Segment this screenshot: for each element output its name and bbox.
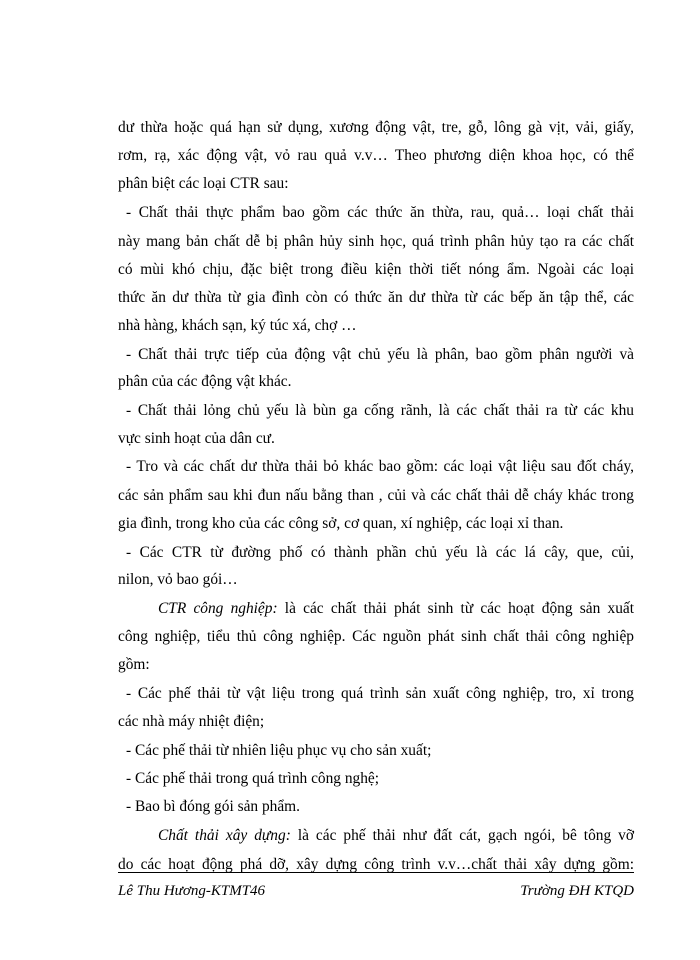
text-line — [118, 288, 634, 308]
line-text: có mùi khó chịu, đặc biệt trong điều kiện thời tiết nóng ẩm. Ngoài các loại — [118, 261, 634, 278]
section-lead: CTR công nghiệp: — [158, 600, 278, 617]
line-text: phân của các động vật khác. — [118, 373, 292, 390]
text-line — [126, 401, 634, 421]
line-text: này mang bản chất dễ bị phân hủy sinh học, quá trình phân hủy tạo ra các chất — [118, 233, 634, 250]
text-line — [118, 232, 634, 252]
line-text: - Chất thải lỏng chủ yếu là bùn ga cống rãnh, là các chất thải ra từ các khu — [126, 402, 634, 419]
line-text: do các hoạt động phá dỡ, xây dựng công trình v.v…chất thải xây dựng gồm: — [118, 856, 634, 873]
line-text: - Chất thải trực tiếp của động vật chủ yếu là phân, bao gồm phân người và — [126, 346, 634, 363]
text-line — [118, 316, 357, 336]
text-line — [118, 174, 289, 194]
line-text: gia đình, trong kho của các công sở, cơ quan, xí nghiệp, các loại xỉ than. — [118, 515, 564, 532]
line-text: là các phế thải như đất cát, gạch ngói, bê tông vỡ — [290, 827, 634, 844]
line-text: - Bao bì đóng gói sản phẩm. — [126, 798, 300, 815]
text-line — [118, 570, 238, 590]
footer-school: Trường ĐH KTQD — [520, 883, 634, 899]
line-text: thức ăn dư thừa từ gia đình còn có thức ăn dư thừa từ các bếp ăn tập thể, các — [118, 289, 634, 306]
text-line — [118, 118, 634, 138]
text-line — [118, 655, 150, 675]
line-text: là các chất thải phát sinh từ các hoạt động sản xuất — [277, 600, 635, 617]
line-text: - Các phế thải trong quá trình công nghệ; — [126, 770, 380, 787]
text-line — [118, 260, 634, 280]
line-text: các nhà máy nhiệt điện; — [118, 713, 265, 730]
text-line — [126, 684, 634, 704]
text-line — [126, 797, 300, 817]
text-line — [126, 457, 634, 477]
line-text: - Các CTR từ đường phố có thành phần chủ yếu là các lá cây, que, củi, — [126, 544, 634, 561]
line-text: dư thừa hoặc quá hạn sử dụng, xương động vật, tre, gỗ, lông gà vịt, vải, giấy, — [118, 119, 634, 136]
text-line — [126, 741, 431, 761]
line-text: công nghiệp, tiểu thủ công nghiệp. Các nguồn phát sinh chất thải công nghiệp — [118, 628, 634, 645]
line-text: - Chất thải thực phẩm bao gồm các thức ăn thừa, rau, quả… loại chất thải — [126, 204, 634, 221]
text-line — [126, 345, 634, 365]
section-lead: Chất thải xây dựng: — [158, 827, 291, 844]
text-line — [118, 486, 634, 506]
line-text: nhà hàng, khách sạn, ký túc xá, chợ … — [118, 317, 357, 334]
text-line — [118, 429, 275, 449]
line-text: các sản phẩm sau khi đun nấu bằng than , củi và các chất thải dễ cháy khác trong — [118, 487, 634, 504]
line-text: nilon, vỏ bao gói… — [118, 571, 238, 588]
text-line — [158, 599, 634, 619]
line-text: rơm, rạ, xác động vật, vỏ rau quả v.v… Theo phương diện khoa học, có thể — [118, 147, 634, 164]
text-line — [118, 712, 264, 732]
line-text: phân biệt các loại CTR sau: — [118, 175, 289, 192]
text-line — [118, 627, 634, 647]
line-text: - Các phế thải từ nhiên liệu phục vụ cho sản xuất; — [126, 742, 432, 759]
footer-author: Lê Thu Hương-KTMT46 — [118, 883, 266, 899]
line-text: - Tro và các chất dư thừa thải bỏ khác bao gồm: các loại vật liệu sau đốt cháy, — [126, 458, 634, 475]
line-text: vực sinh hoạt của dân cư. — [118, 430, 275, 447]
text-line — [126, 543, 634, 563]
text-line — [126, 203, 634, 223]
text-line — [118, 146, 634, 166]
text-line — [118, 372, 292, 392]
text-line — [118, 514, 563, 534]
line-text: gồm: — [118, 656, 150, 673]
line-text: - Các phế thải từ vật liệu trong quá trình sản xuất công nghiệp, tro, xỉ trong — [126, 685, 634, 702]
text-line — [158, 826, 634, 846]
text-line — [126, 769, 379, 789]
footer-divider — [118, 872, 634, 873]
